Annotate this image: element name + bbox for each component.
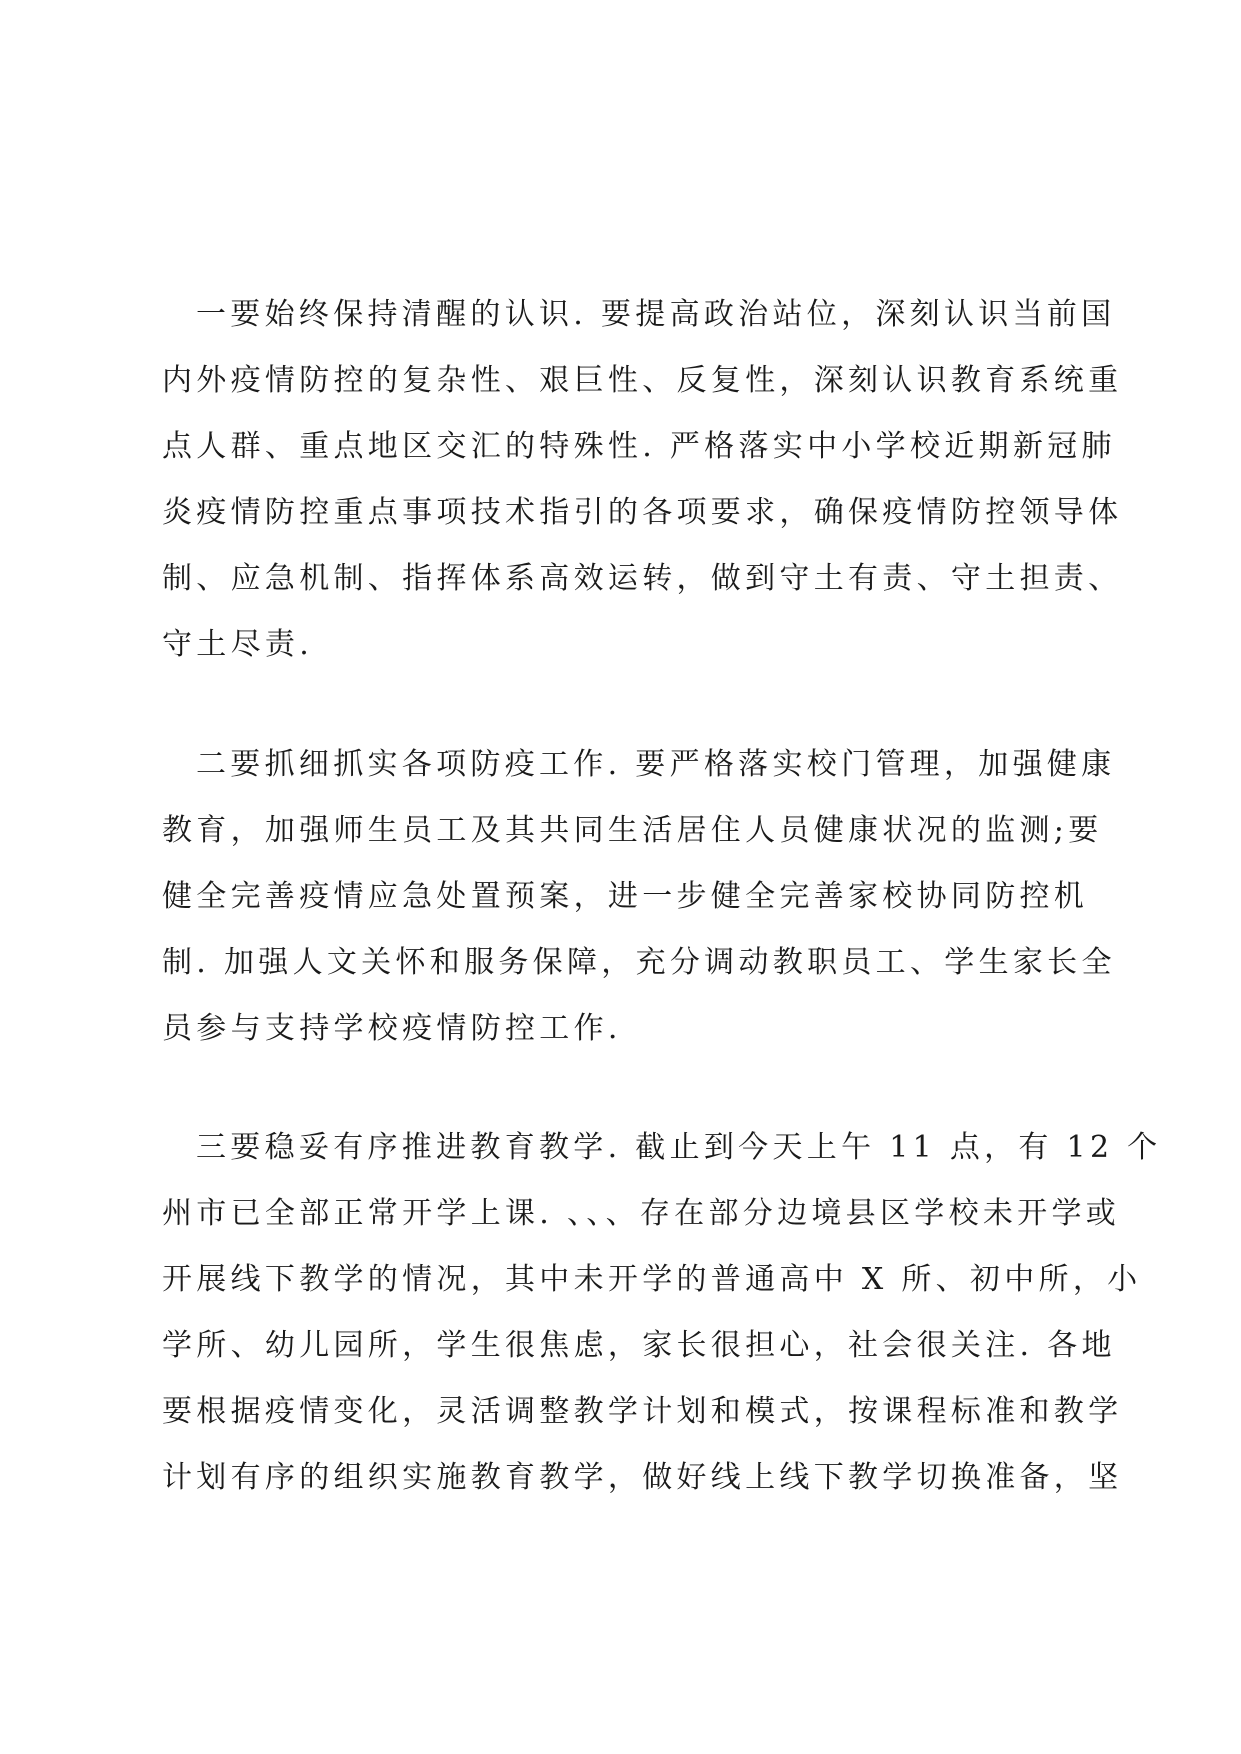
paragraph-line: 守土尽责.	[162, 627, 314, 662]
paragraph-1	[162, 282, 1123, 678]
paragraph-line: 点人群、重点地区交汇的特殊性. 严格落实中小学校近期新冠肺	[162, 429, 1116, 464]
paragraph-line: 教育，加强师生员工及其共同生活居住人员健康状况的监测;要	[162, 813, 1103, 848]
paragraph-2	[162, 732, 1116, 1062]
paragraph-line: 员参与支持学校疫情防控工作.	[162, 1011, 622, 1046]
paragraph-line: 内外疫情防控的复杂性、艰巨性、反复性，深刻认识教育系统重	[162, 363, 1123, 398]
paragraph-3	[162, 1115, 1162, 1511]
paragraph-line: 学所、幼儿园所，学生很焦虑，家长很担心，社会很关注. 各地	[162, 1328, 1116, 1363]
paragraph-line: 计划有序的组织实施教育教学，做好线上线下教学切换准备，坚	[162, 1460, 1123, 1495]
paragraph-line: 二要抓细抓实各项防疫工作. 要严格落实校门管理，加强健康	[196, 747, 1116, 782]
paragraph-line: 健全完善疫情应急处置预案，进一步健全完善家校协同防控机	[162, 879, 1089, 914]
paragraph-line: 制、应急机制、指挥体系高效运转，做到守土有责、守土担责、	[162, 561, 1123, 596]
paragraph-line: 制. 加强人文关怀和服务保障，充分调动教职员工、学生家长全	[162, 945, 1116, 980]
paragraph-line: 州市已全部正常开学上课. 、、、存在部分边境县区学校未开学或	[162, 1196, 1121, 1231]
paragraph-line: 三要稳妥有序推进教育教学. 截止到今天上午 11 点，有 12 个	[196, 1130, 1162, 1165]
paragraph-line: 开展线下教学的情况，其中未开学的普通高中 X 所、初中所，小	[162, 1262, 1142, 1297]
paragraph-line: 一要始终保持清醒的认识. 要提高政治站位，深刻认识当前国	[196, 297, 1116, 332]
paragraph-line: 炎疫情防控重点事项技术指引的各项要求，确保疫情防控领导体	[162, 495, 1123, 530]
paragraph-line: 要根据疫情变化，灵活调整教学计划和模式，按课程标准和教学	[162, 1394, 1123, 1429]
